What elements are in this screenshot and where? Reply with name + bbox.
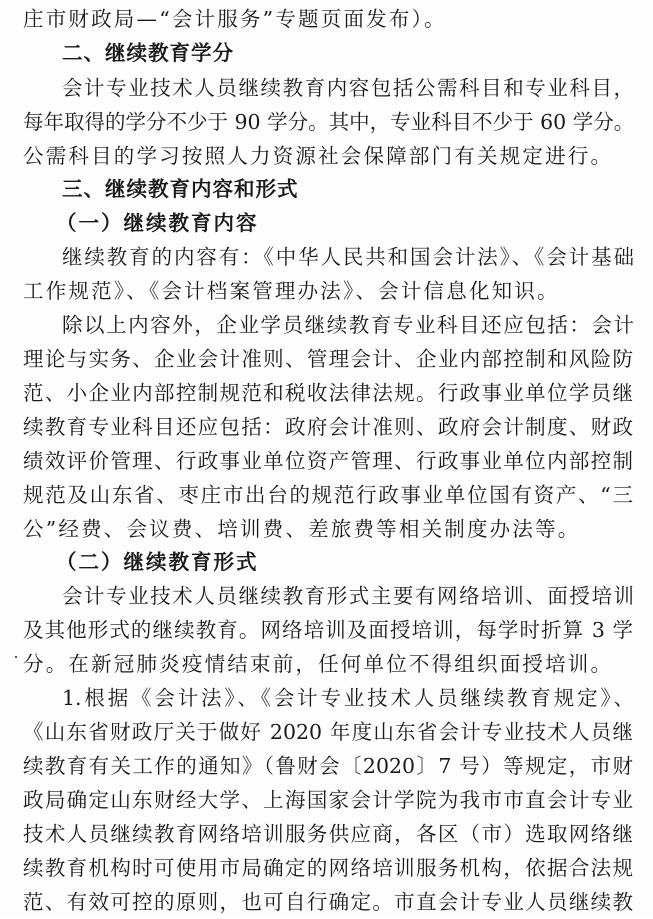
body-line: 公”经费、会议费、培训费、差旅费等相关制度办法等。 <box>23 517 581 541</box>
body-line: 会计专业技术人员继续教育内容包括公需科目和专业科目， <box>62 76 634 100</box>
body-line: 范、小企业内部控制规范和税收法律法规。行政事业单位学员继 <box>23 381 633 405</box>
subsection-heading-form: （二）继续教育形式 <box>56 550 259 574</box>
section-heading-credits: 二、继续教育学分 <box>62 41 234 65</box>
body-line: 续教育专业科目还应包括：政府会计准则、政府会计制度、财政 <box>23 415 633 439</box>
body-line: 继续教育的内容有：《中华人民共和国会计法》、《会计基础 <box>62 245 634 269</box>
body-line: 范、有效可控的原则，也可自行确定。市直会计专业人员继续教 <box>23 890 633 914</box>
body-line: 庄市财政局—“会计服务”专题页面发布）。 <box>23 7 447 31</box>
body-line: 每年取得的学分不少于 90 学分。其中，专业科目不少于 60 学分。 <box>23 110 635 134</box>
body-line: 《山东省财政厅关于做好 2020 年度山东省会计专业技术人员继 <box>23 720 633 744</box>
body-line: 续教育有关工作的通知》（鲁财会〔2020〕7 号）等规定，市财 <box>23 754 633 778</box>
subsection-heading-content: （一）继续教育内容 <box>56 211 259 235</box>
body-line: 及其他形式的继续教育。网络培训及面授培训，每学时折算 3 学 <box>23 618 633 642</box>
scan-speck <box>15 656 17 658</box>
body-line: 公需科目的学习按照人力资源社会保障部门有关规定进行。 <box>23 144 614 168</box>
body-line: 会计专业技术人员继续教育形式主要有网络培训、面授培训 <box>62 584 634 608</box>
body-line: 技术人员继续教育网络培训服务供应商，各区（市）选取网络继 <box>23 822 633 846</box>
body-line: 绩效评价管理、行政事业单位资产管理、行政事业单位内部控制 <box>23 449 633 473</box>
body-line: 规范及山东省、枣庄市出台的规范行政事业单位国有资产、“三 <box>23 483 633 507</box>
body-line: 除以上内容外，企业学员继续教育专业科目还应包括：会计 <box>62 313 634 337</box>
body-line: 分。在新冠肺炎疫情结束前，任何单位不得组织面授培训。 <box>23 652 614 676</box>
body-line: 工作规范》、《会计档案管理办法》、会计信息化知识。 <box>23 279 560 303</box>
body-line: 续教育机构时可使用市局确定的网络培训服务机构，依据合法规 <box>23 856 633 880</box>
body-line: 理论与实务、企业会计准则、管理会计、企业内部控制和风险防 <box>23 347 633 371</box>
body-line: 政局确定山东财经大学、上海国家会计学院为我市市直会计专业 <box>23 788 633 812</box>
section-heading-content-form: 三、继续教育内容和形式 <box>62 177 299 201</box>
numbered-item-1: 1.根据《会计法》、《会计专业技术人员继续教育规定》、 <box>62 686 634 710</box>
